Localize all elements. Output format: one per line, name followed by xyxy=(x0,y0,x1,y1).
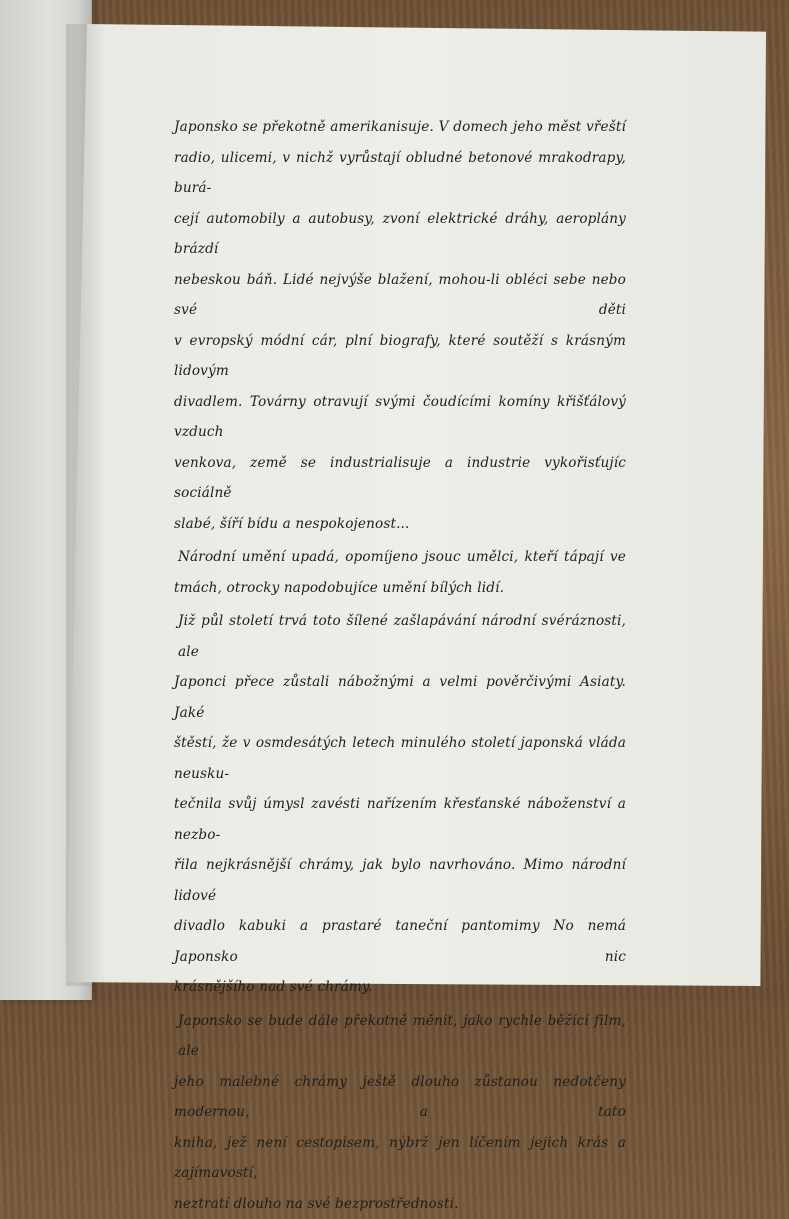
text-line: slabé, šíří bídu a nespokojenost... xyxy=(174,509,626,540)
text-line: tmách, otrocky napodobujíce umění bílých lidí. xyxy=(174,573,626,604)
paragraph-2 xyxy=(174,542,626,603)
text-line: Již půl století trvá toto šílené zašlapávání národní svéráznosti, ale xyxy=(174,606,626,667)
page-text xyxy=(174,112,626,1219)
text-line: Japonsko se překotně amerikanisuje. V domech jeho měst vřeští xyxy=(174,112,626,143)
text-line: v evropský módní cár, plní biografy, které soutěží s krásným lidovým xyxy=(174,326,626,387)
paragraph-4 xyxy=(174,1006,626,1219)
text-line: Japonci přece zůstali nábožnými a velmi pověrčivými Asiaty. Jaké xyxy=(174,667,626,728)
paragraph-3 xyxy=(174,606,626,1003)
text-line: divadlo kabuki a prastaré taneční pantomimy No nemá Japonsko nic xyxy=(174,911,626,972)
text-line: Japonsko se bude dále překotně měnit, jako rychle běžící film, ale xyxy=(174,1006,626,1067)
text-line: tečnila svůj úmysl zavésti nařízením křesťanské náboženství a nezbo- xyxy=(174,789,626,850)
text-line: cejí automobily a autobusy, zvoní elektrické dráhy, aeroplány brázdí xyxy=(174,204,626,265)
text-line: krásnějšího nad své chrámy. xyxy=(174,972,626,1003)
text-line: neztratí dlouho na své bezprostřednosti. xyxy=(174,1189,626,1219)
text-line: Národní umění upadá, opomíjeno jsouc umělci, kteří tápají ve xyxy=(174,542,626,573)
text-line: radio, ulicemi, v nichž vyrůstají obludné betonové mrakodrapy, burá- xyxy=(174,143,626,204)
text-line: venkova, země se industrialisuje a industrie vykořisťujíc sociálně xyxy=(174,448,626,509)
text-line: kniha, jež není cestopisem, nýbrž jen líčením jejich krás a zajímavostí, xyxy=(174,1128,626,1189)
text-line: řila nejkrásnější chrámy, jak bylo navrhováno. Mimo národní lidové xyxy=(174,850,626,911)
text-line: divadlem. Továrny otravují svými čoudícími komíny křišťálový vzduch xyxy=(174,387,626,448)
text-line: jeho malebné chrámy ještě dlouho zůstanou nedotčeny modernou, a tato xyxy=(174,1067,626,1128)
paragraph-1 xyxy=(174,112,626,539)
text-line: štěstí, že v osmdesátých letech minulého století japonská vláda neusku- xyxy=(174,728,626,789)
text-line: nebeskou báň. Lidé nejvýše blažení, mohou-li obléci sebe nebo své děti xyxy=(174,265,626,326)
